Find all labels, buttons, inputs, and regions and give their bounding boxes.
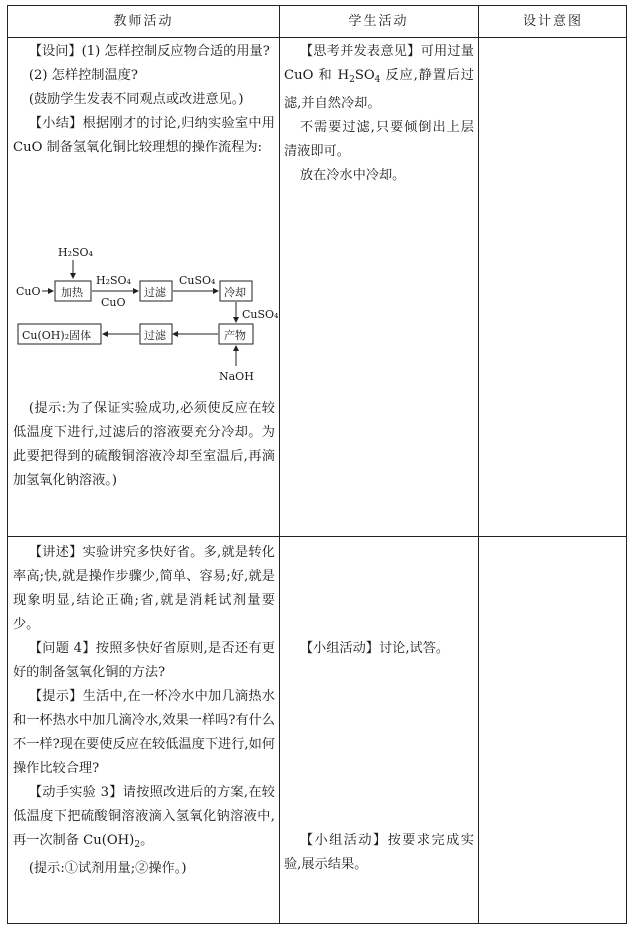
flow-label-h2so4-mid: H₂SO₄ [96,274,131,287]
row1-teacher-cell [13,40,275,160]
row1-teacher-hint: (提示:为了保证实验成功,必须使反应在较低温度下进行,过滤后的溶液要充分冷却。为此要把得到的硫酸铜溶液冷却至室温后,再滴加氢氧化钠溶液。) [13,401,275,488]
row2-teacher-hint: (提示:①试剂用量;②操作。) [28,861,187,876]
flow-label-cuso4-right: CuSO₄ [242,308,278,321]
row1-teacher-question-2: (2) 怎样控制温度? [28,68,138,83]
row1-teacher-encourage: (鼓励学生发表不同观点或改进意见。) [28,92,244,107]
row2-teacher-cell [13,541,275,881]
column-divider-1 [279,6,280,923]
flow-label-cuo: CuO [16,285,41,298]
flow-label-product: 产物 [224,329,246,342]
row1-teacher-summary: 【小结】根据刚才的讨论,归纳实验室中用 CuO 制备氢氧化铜比较理想的操作流程为: [13,116,275,155]
row1-student-opinion: 【思考并发表意见】可用过量 CuO 和 $H_2SO_4$ 反应,静置后过滤,并自然冷却。 [284,44,474,111]
row1-teacher-hint-cell [13,397,275,493]
flow-label-cool: 冷却 [224,286,246,299]
flow-label-naoh: NaOH [219,370,254,383]
row2-student-discuss-text: 【小组活动】讨论,试答。 [299,641,450,656]
header-student-activity: 学生活动 [348,14,409,29]
row2-teacher-tip: 【提示】生活中,在一杯冷水中加几滴热水和一杯热水中加几滴冷水,效果一样吗?有什么不一样?现在要使反应在较低温度下进行,如何操作比较合理? [13,689,275,776]
header-divider [8,37,626,38]
flow-label-filter-1: 过滤 [144,286,166,299]
flow-label-h2so4-top: H₂SO₄ [58,246,93,259]
flow-label-heat: 加热 [61,286,83,299]
lesson-table [7,5,627,924]
flow-label-filter-2: 过滤 [144,329,166,342]
header-teacher-activity: 教师活动 [113,14,174,29]
row2-teacher-question-4: 【问题 4】按照多快好省原则,是否还有更好的制备氢氧化铜的方法? [13,641,275,680]
row2-student-experiment-text: 【小组活动】按要求完成实验,展示结果。 [284,833,474,872]
row1-student-decant: 不需要过滤,只要倾倒出上层清液即可。 [284,120,474,159]
column-divider-2 [478,6,479,923]
row2-teacher-experiment-3: 【动手实验 3】请按照改进后的方案,在较低温度下把硫酸铜溶液滴入氢氧化钠溶液中,再一次制备 $Cu(OH)_2$。 [13,785,275,850]
row1-student-cell [284,40,474,188]
row2-student-group-experiment [284,829,474,877]
row2-teacher-narration: 【讲述】实验讲究多快好省。多,就是转化率高;快,就是操作步骤少,简单、容易;好,就是现象明显,结论正确;省,就是消耗试剂量要少。 [13,545,275,632]
flow-label-cuo-mid: CuO [101,296,126,309]
flow-label-solid: Cu(OH)₂固体 [22,329,92,342]
row1-student-cool: 放在冷水中冷却。 [299,168,406,183]
row-divider [8,536,626,537]
header-design-intent: 设计意图 [522,14,583,29]
row1-teacher-question: 【设问】(1) 怎样控制反应物合适的用量? [28,44,270,59]
flow-label-cuso4-mid: CuSO₄ [179,274,216,287]
row2-student-group-discuss [284,637,474,661]
preparation-flowchart [16,242,278,392]
